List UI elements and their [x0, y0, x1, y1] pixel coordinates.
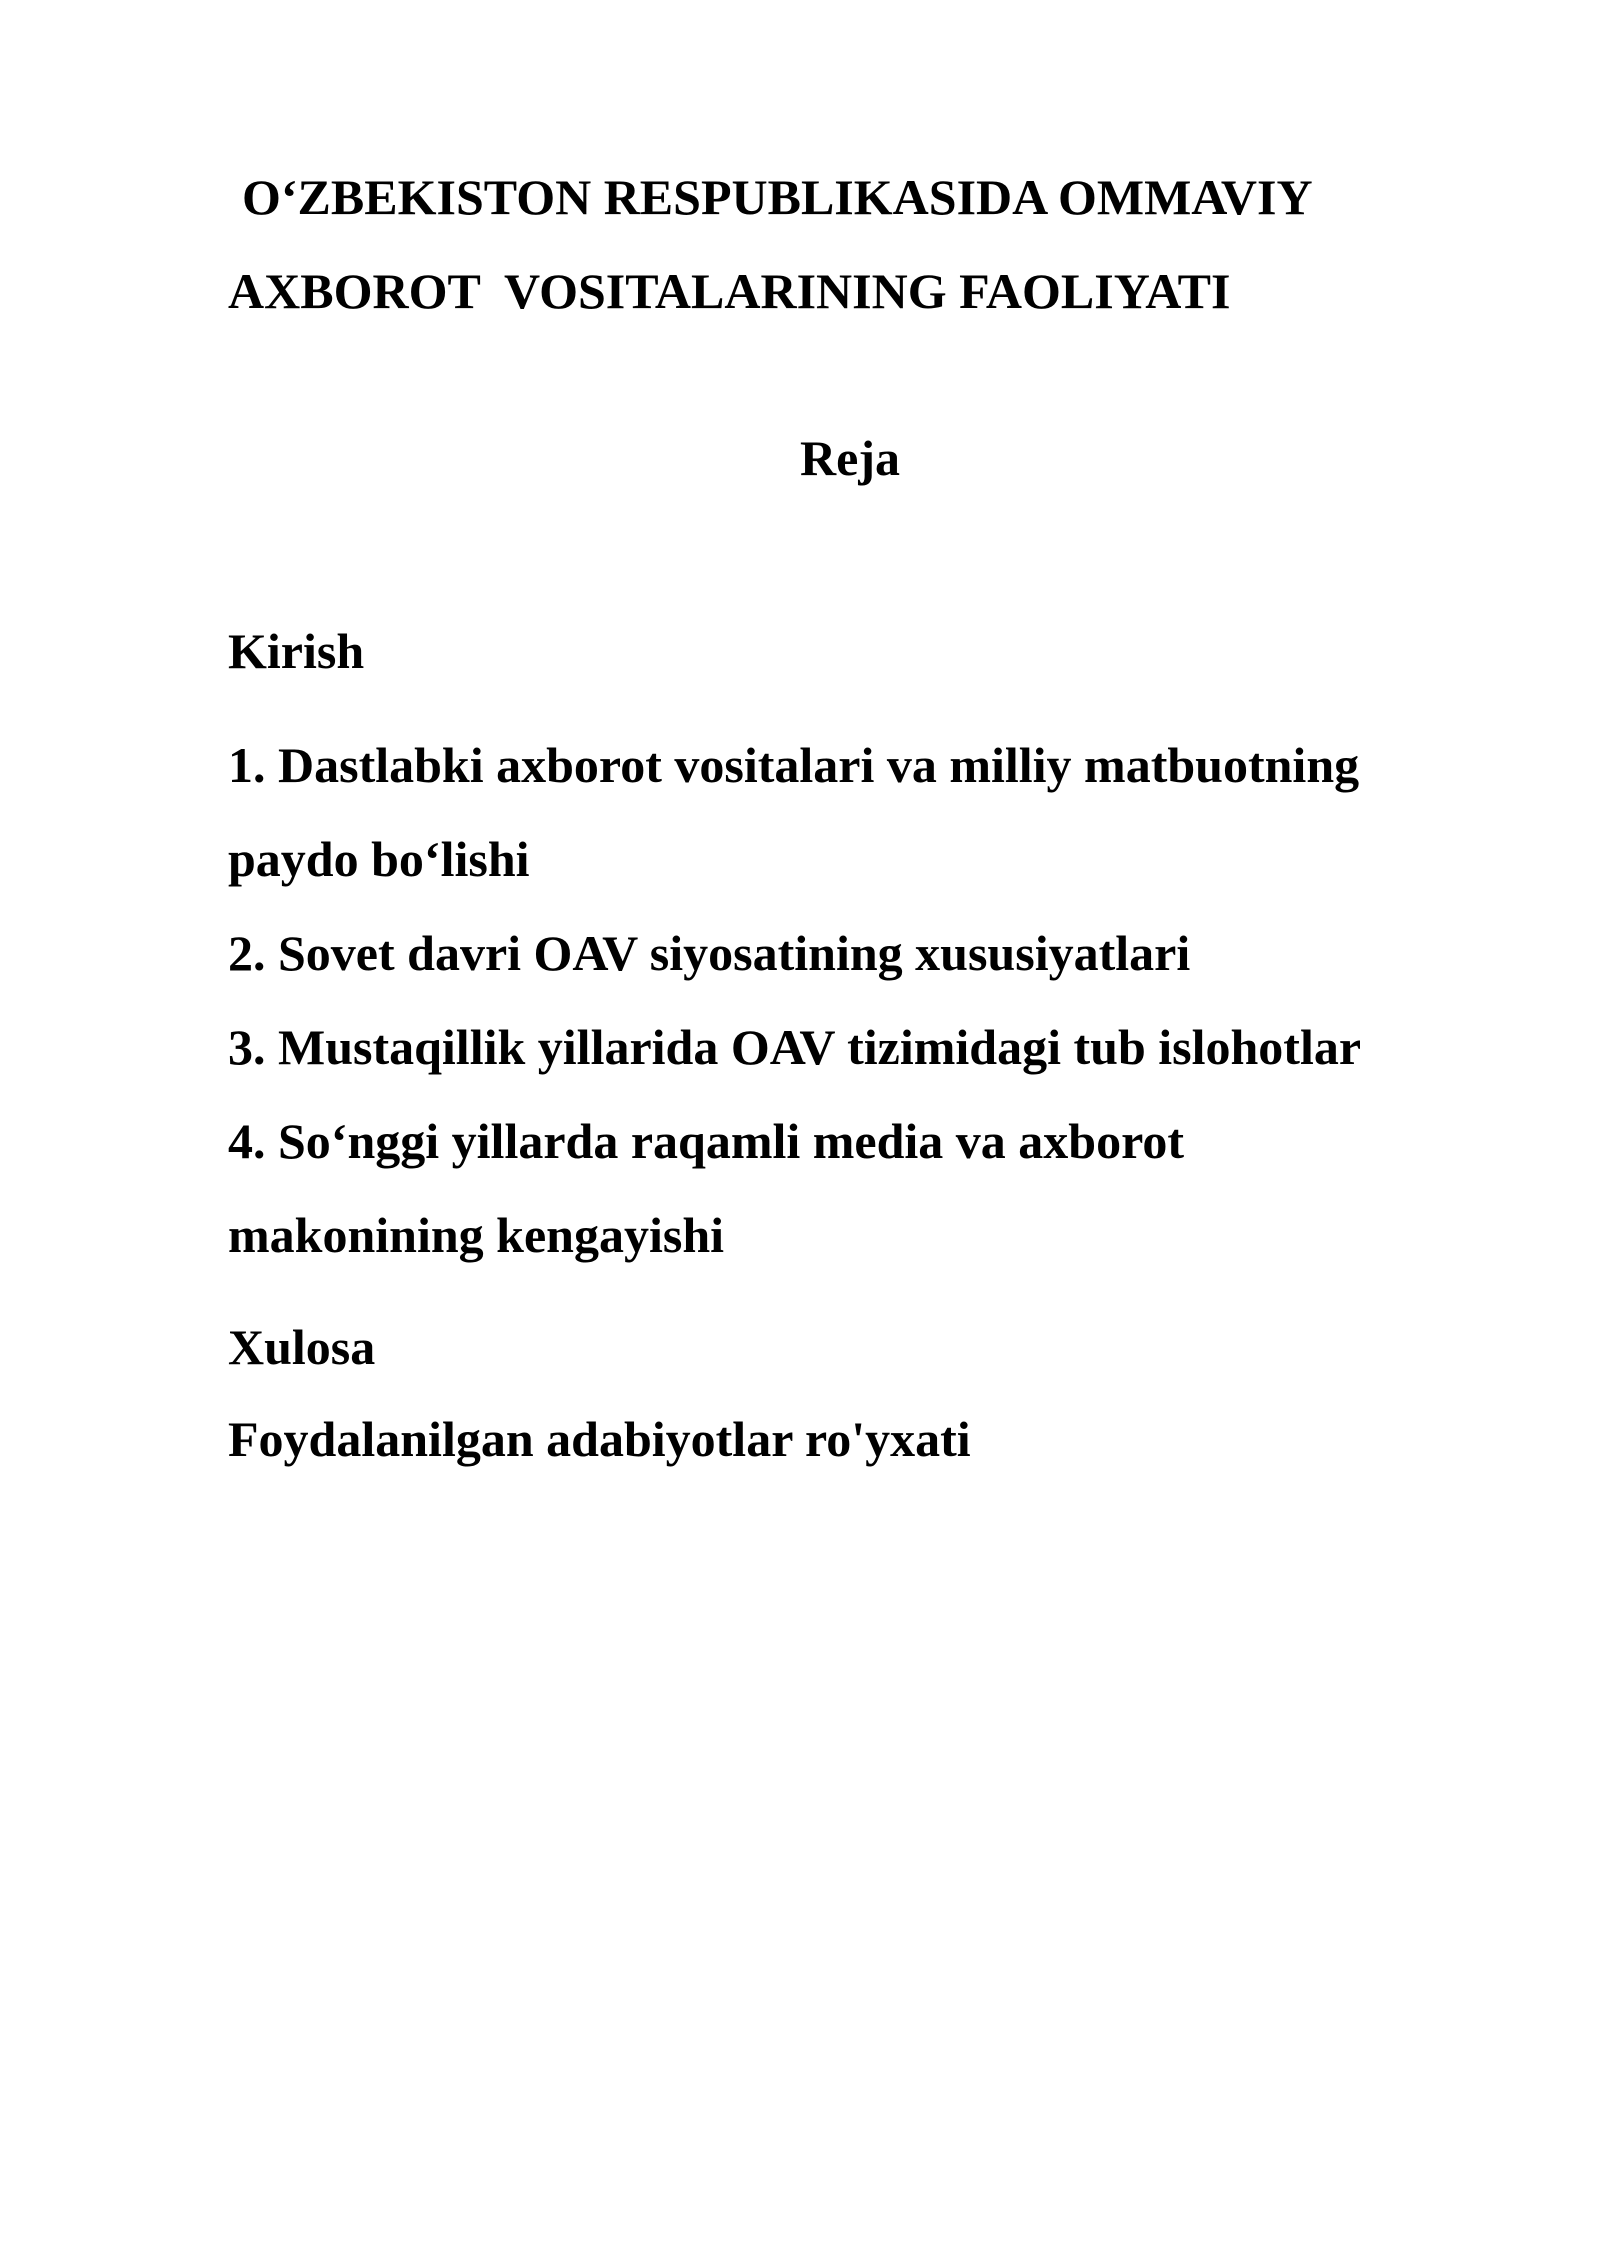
plan-heading: Reja [800, 430, 900, 486]
plan-item-line: paydo bo‘lishi [228, 831, 530, 887]
plan-item-line: 4. So‘nggi yillarda raqamli media va axborot [228, 1113, 1185, 1169]
plan-item-line: makonining kengayishi [228, 1207, 725, 1263]
title-line-2: AXBOROT VOSITALARINING FAOLIYATI [228, 263, 1231, 319]
plan-references: Foydalanilgan adabiyotlar ro'yxati [228, 1411, 971, 1467]
title-line-1: O‘ZBEKISTON RESPUBLIKASIDA OMMAVIY [242, 169, 1313, 225]
plan-item-line: 2. Sovet davri OAV siyosatining xususiyatlari [228, 925, 1191, 981]
plan-item-line: 1. Dastlabki axborot vositalari va milliy matbuotning [228, 737, 1360, 793]
plan-intro: Kirish [228, 623, 365, 679]
plan-item-line: 3. Mustaqillik yillarida OAV tizimidagi tub islohotlar [228, 1019, 1362, 1075]
plan-conclusion: Xulosa [228, 1319, 376, 1375]
plan-items [228, 718, 1361, 1282]
document-title [228, 150, 1428, 338]
